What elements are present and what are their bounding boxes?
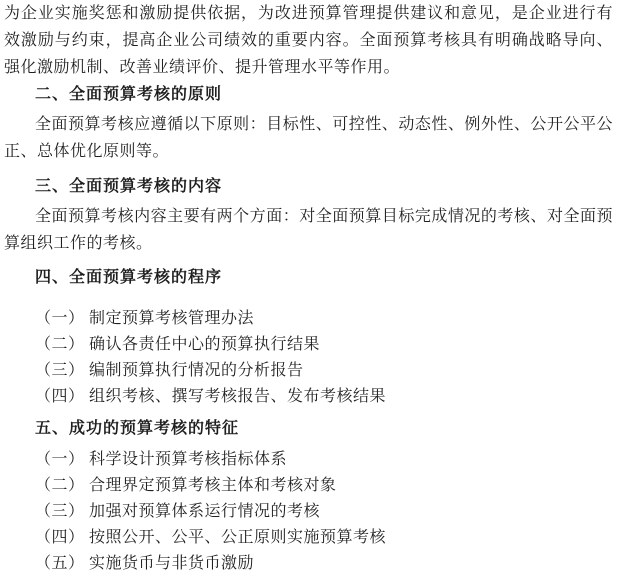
section-heading-procedure: 四、全面预算考核的程序: [35, 269, 223, 286]
list-item: （一） 科学设计预算考核指标体系: [35, 451, 288, 468]
list-item: （二） 确认各责任中心的预算执行结果: [35, 336, 321, 353]
paragraph-content: 全面预算考核内容主要有两个方面：对全面预算目标完成情况的考核、对全面预算组织工作的考核。: [4, 208, 613, 252]
list-item: （三） 加强对预算体系运行情况的考核: [35, 503, 321, 520]
features-list: [4, 447, 613, 576]
section-heading-content: 三、全面预算考核的内容: [35, 178, 223, 195]
section-heading-features: 五、成功的预算考核的特征: [35, 420, 240, 437]
list-item: （五） 实施货币与非货币激励: [35, 555, 255, 572]
section-heading-principles: 二、全面预算考核的原则: [35, 86, 223, 103]
list-item: （四） 组织考核、撰写考核报告、发布考核结果: [35, 388, 387, 405]
procedure-list: [4, 306, 613, 410]
list-item: （二） 合理界定预算考核主体和考核对象: [35, 477, 337, 494]
list-item: （三） 编制预算执行情况的分析报告: [35, 362, 304, 379]
intro-paragraph: 为企业实施奖惩和激励提供依据，为改进预算管理提供建议和意见，是企业进行有效激励与约束，提高企业公司绩效的重要内容。全面预算考核具有明确战略导向、强化激励机制、改善业绩评价、提升管理水平等作用。: [4, 5, 613, 76]
list-item: （一） 制定预算考核管理办法: [35, 310, 255, 327]
paragraph-principles: 全面预算考核应遵循以下原则：目标性、可控性、动态性、例外性、公开公平公正、总体优化原则等。: [4, 116, 613, 160]
list-item: （四） 按照公开、公平、公正原则实施预算考核: [35, 529, 387, 546]
